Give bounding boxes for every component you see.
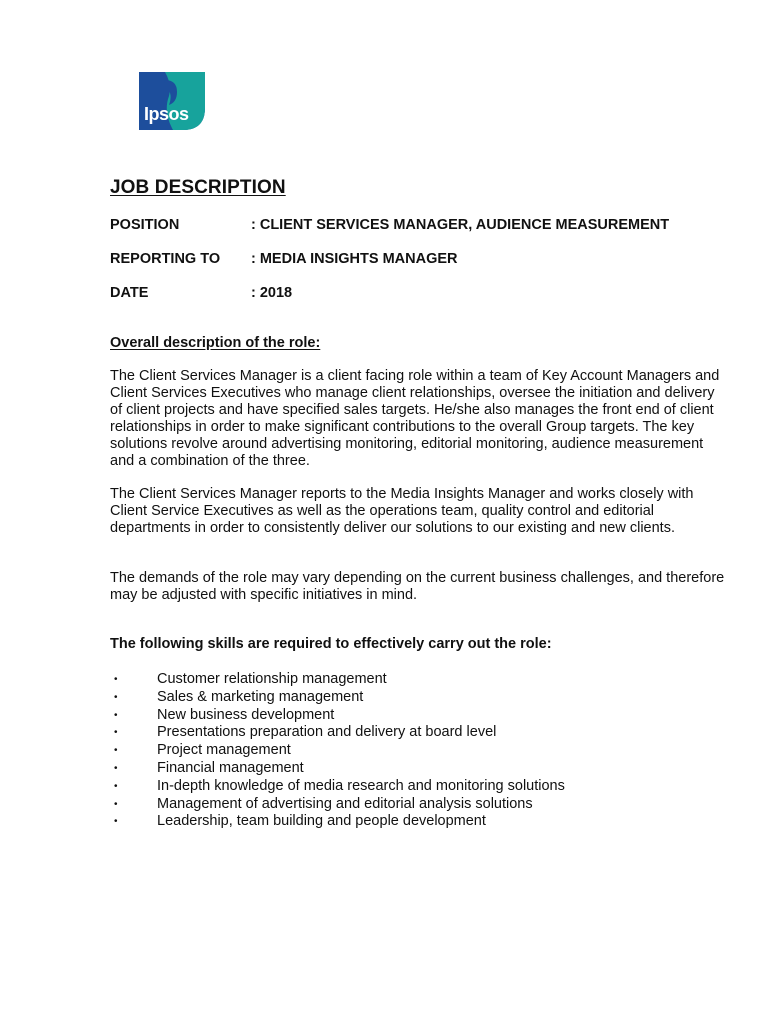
bullet-icon: •: [114, 691, 118, 703]
bullet-icon: •: [114, 816, 118, 828]
bullet-icon: •: [114, 745, 118, 757]
date-value: : 2018: [251, 285, 293, 301]
skill-text: Customer relationship management: [157, 671, 387, 687]
skill-text: Management of advertising and editorial analysis solutions: [157, 795, 533, 812]
position-label: POSITION: [110, 217, 180, 233]
ipsos-logo-graphic: [139, 72, 205, 130]
bullet-icon: •: [114, 798, 118, 810]
page-title: JOB DESCRIPTION: [110, 177, 286, 198]
skills-list: [110, 671, 565, 831]
bullet-icon: •: [114, 709, 118, 721]
skill-text: Financial management: [157, 759, 304, 776]
list-item: [110, 796, 565, 814]
logo-wordmark: Ipsos: [144, 104, 189, 124]
date-row: [110, 285, 292, 301]
skill-text: In-depth knowledge of media research and monitoring solutions: [157, 777, 565, 794]
skills-heading: The following skills are required to effectively carry out the role:: [110, 636, 552, 652]
skill-text: New business development: [157, 706, 335, 723]
list-item: [110, 778, 565, 796]
overall-description-heading: Overall description of the role:: [110, 335, 321, 351]
list-item: [110, 742, 565, 760]
role-paragraph-1: The Client Services Manager is a client facing role within a team of Key Account Managers and Client Services Executives who manage client relationships, oversee the initiation and delivery of client projects and have specified sales targets. He/she also manages the front end of client relationships in order to make significant contributions to the overall Group targets. The key solutions revolve around advertising monitoring, editorial monitoring, audience measurement and a combination of the three.: [110, 368, 720, 469]
position-value: : CLIENT SERVICES MANAGER, AUDIENCE MEASUREMENT: [251, 217, 670, 233]
list-item: [110, 707, 565, 725]
position-row: [110, 217, 669, 233]
skill-text: Sales & marketing management: [157, 688, 364, 705]
reporting-to-value: : MEDIA INSIGHTS MANAGER: [251, 251, 458, 267]
bullet-icon: •: [114, 762, 118, 774]
reporting-to-label: REPORTING TO: [110, 251, 221, 267]
reporting-to-row: [110, 251, 458, 267]
list-item: [110, 760, 565, 778]
list-item: [110, 724, 565, 742]
ipsos-logo: [139, 72, 205, 130]
bullet-icon: •: [114, 727, 118, 739]
list-item: [110, 671, 565, 689]
bullet-icon: •: [114, 674, 118, 685]
skill-text: Presentations preparation and delivery at board level: [157, 724, 497, 741]
role-paragraph-2: The Client Services Manager reports to the Media Insights Manager and works closely with Client Service Executives as well as the operations team, quality control and editorial departments in order to consistently deliver our solutions to our existing and new clients.: [110, 486, 694, 536]
skill-text: Project management: [157, 742, 291, 759]
list-item: [110, 689, 565, 707]
bullet-icon: •: [114, 780, 118, 792]
list-item: [110, 813, 565, 831]
date-label: DATE: [110, 285, 149, 301]
skill-text: Leadership, team building and people development: [157, 813, 486, 830]
role-paragraph-3: The demands of the role may vary depending on the current business challenges, and therefore may be adjusted with specific initiatives in mind.: [110, 570, 725, 603]
